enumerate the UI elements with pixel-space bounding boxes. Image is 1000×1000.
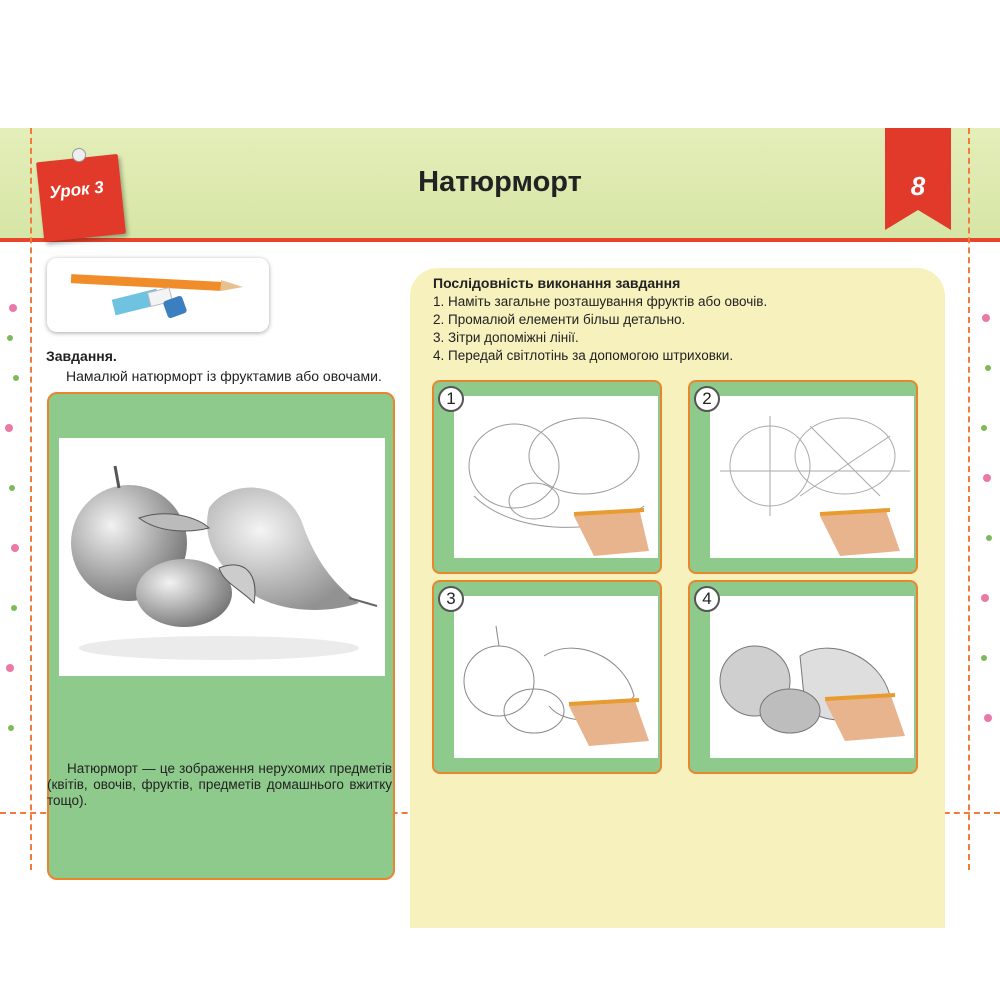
step-number-badge: 4 (694, 586, 720, 612)
step-drawing (710, 596, 914, 758)
shaded-sketch-icon (710, 596, 914, 758)
clean-outline-sketch-icon (454, 596, 658, 758)
still-life-definition: Натюрморт — це зображення нерухомих предметів (квітів, овочів, фруктів, предметів домашнього вжитку тощо). (47, 761, 392, 808)
sequence-step: 1. Наміть загальне розташування фруктів або овочів. (433, 294, 768, 309)
outline-sketch-icon (454, 396, 658, 558)
page-header (0, 128, 1000, 242)
page-number: 8 (910, 171, 926, 201)
step-frame-4 (688, 580, 918, 774)
lesson-label: Урок 3 (48, 177, 105, 203)
flower-border-right-icon (974, 298, 1000, 798)
sequence-step: 3. Зітри допоміжні лінії. (433, 330, 579, 345)
page-number-ribbon (885, 128, 951, 230)
pin-icon (72, 148, 86, 162)
step-frame-1 (432, 380, 662, 574)
task-heading: Завдання. (46, 348, 117, 364)
step-number-badge: 2 (694, 386, 720, 412)
textbook-page (0, 128, 1000, 870)
step-number-badge: 1 (438, 386, 464, 412)
construction-lines-sketch-icon (710, 396, 914, 558)
page-title: Натюрморт (418, 166, 582, 198)
margin-line-left (30, 128, 32, 870)
step-drawing (710, 396, 914, 558)
task-text: Намалюй натюрморт із фруктамив або овочами. (66, 368, 382, 384)
lesson-tag (36, 154, 126, 242)
step-drawing (454, 396, 658, 558)
flower-border-left-icon (0, 288, 26, 788)
step-frame-2 (688, 380, 918, 574)
fruit-still-life-sketch-icon (59, 438, 385, 676)
step-frame-3 (432, 580, 662, 774)
sequence-step: 4. Передай світлотінь за допомогою штриховки. (433, 348, 734, 363)
step-drawing (454, 596, 658, 758)
margin-line-right (968, 128, 970, 870)
pencil-eraser-sharpener-icon (47, 258, 269, 332)
sequence-step: 2. Промалюй елементи більш детально. (433, 312, 686, 327)
drawing-tools-card (47, 258, 269, 332)
sequence-title: Послідовність виконання завдання (433, 275, 681, 291)
still-life-drawing (59, 438, 385, 676)
step-number-badge: 3 (438, 586, 464, 612)
